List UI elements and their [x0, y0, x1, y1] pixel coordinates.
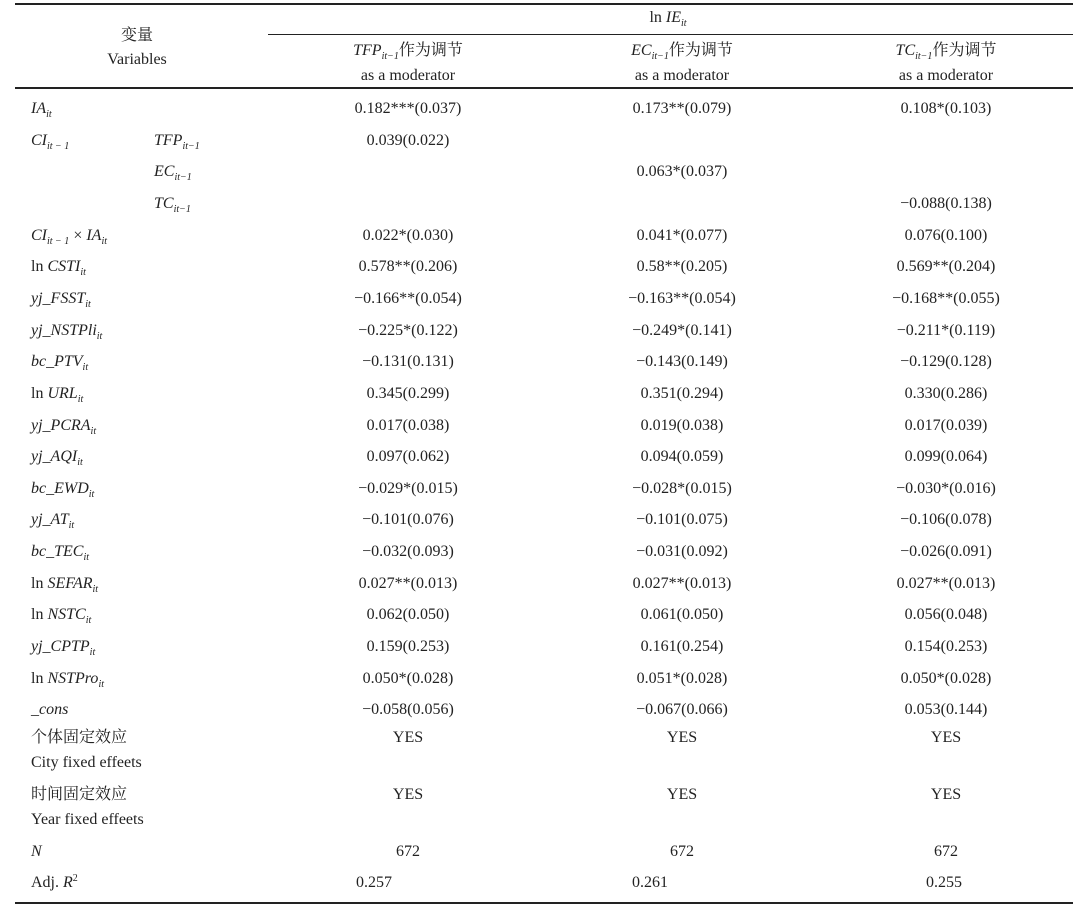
row-label: $CI_{it - 1}$ — [31, 132, 70, 152]
row-sublabel: $EC_{it-1}$ — [154, 163, 192, 183]
coef-cell: −0.168**(0.055) — [892, 290, 1000, 307]
coef-cell: −0.088(0.138) — [900, 195, 992, 212]
city-fe-col2: YES — [666, 729, 698, 746]
coef-cell: −0.067(0.066) — [636, 701, 728, 718]
coef-cell: 0.022*(0.030) — [362, 227, 454, 244]
coef-cell: −0.029*(0.015) — [358, 480, 458, 497]
coef-cell: −0.211*(0.119) — [896, 322, 996, 339]
n-col3: 672 — [934, 843, 958, 860]
table-top-rule — [15, 3, 1073, 5]
row-label: $yj\_AQI_{it}$ — [31, 448, 83, 468]
column-header-1: $TFP_{it-1}$作为调节 — [353, 42, 463, 62]
header-bottom-rule — [15, 87, 1073, 89]
coef-cell: 0.182***(0.037) — [354, 100, 462, 117]
dependent-variable-header: $\ln IE_{it}$ — [649, 9, 687, 29]
coef-cell: −0.143(0.149) — [636, 353, 728, 370]
year-fe-label-en: Year fixed effeets — [31, 811, 144, 828]
coef-cell: −0.249*(0.141) — [632, 322, 732, 339]
city-fe-col1: YES — [392, 729, 424, 746]
row-label: yj_NSTPli$_{it}$ — [31, 322, 103, 342]
row-sublabel: $TFP_{it-1}$ — [154, 132, 200, 152]
n-label: N — [31, 843, 42, 860]
year-fe-col3: YES — [930, 786, 962, 803]
column-header-1-en: as a moderator — [360, 67, 456, 84]
row-label: $\ln CSTI_{it}$ — [31, 258, 86, 278]
row-label: $\ln SEFAR_{it}$ — [31, 575, 99, 595]
coef-cell: 0.345(0.299) — [366, 385, 450, 402]
coef-cell: 0.351(0.294) — [640, 385, 724, 402]
n-col2: 672 — [670, 843, 694, 860]
n-col1: 672 — [396, 843, 420, 860]
coef-cell: −0.106(0.078) — [900, 511, 992, 528]
year-fe-label-cn: 时间固定效应 — [31, 786, 128, 803]
coef-cell: −0.129(0.128) — [900, 353, 992, 370]
coef-cell: −0.031(0.092) — [636, 543, 728, 560]
row-label: $yj\_AT_{it}$ — [31, 511, 75, 531]
column-header-2: $EC_{it-1}$作为调节 — [631, 42, 733, 62]
coef-cell: 0.161(0.254) — [640, 638, 724, 655]
coef-cell: 0.041*(0.077) — [636, 227, 728, 244]
column-header-3-en: as a moderator — [898, 67, 994, 84]
coef-cell: 0.062(0.050) — [366, 606, 450, 623]
row-label: $IA_{it}$ — [31, 100, 52, 120]
coef-cell: 0.017(0.039) — [904, 417, 988, 434]
year-fe-col2: YES — [666, 786, 698, 803]
row-label: $yj\_FSST_{it}$ — [31, 290, 91, 310]
coef-cell: 0.569**(0.204) — [896, 258, 996, 275]
coef-cell: −0.166**(0.054) — [354, 290, 462, 307]
variables-header-cn: 变量 — [120, 27, 154, 44]
coef-cell: 0.159(0.253) — [366, 638, 450, 655]
row-sublabel: $TC_{it-1}$ — [154, 195, 191, 215]
adj-r2-col2: 0.261 — [632, 874, 668, 891]
coef-cell: 0.099(0.064) — [904, 448, 988, 465]
city-fe-label-en: City fixed effeets — [31, 754, 142, 771]
row-label: $\ln NSTC_{it}$ — [31, 606, 92, 626]
coef-cell: 0.056(0.048) — [904, 606, 988, 623]
row-label: _cons — [31, 701, 69, 718]
coef-cell: −0.058(0.056) — [362, 701, 454, 718]
column-header-3: $TC_{it-1}$作为调节 — [895, 42, 997, 62]
adj-r2-col3: 0.255 — [926, 874, 962, 891]
coef-cell: −0.163**(0.054) — [628, 290, 736, 307]
row-label: $yj\_CPTP_{it}$ — [31, 638, 96, 658]
coef-cell: −0.026(0.091) — [900, 543, 992, 560]
adj-r2-col1: 0.257 — [356, 874, 392, 891]
coef-cell: 0.050*(0.028) — [362, 670, 454, 687]
row-label: $CI_{it - 1} \times IA_{it}$ — [31, 227, 108, 247]
coef-cell: 0.039(0.022) — [366, 132, 450, 149]
row-label: $bc\_EWD_{it}$ — [31, 480, 95, 500]
coef-cell: 0.019(0.038) — [640, 417, 724, 434]
row-label: $\ln URL_{it}$ — [31, 385, 84, 405]
coef-cell: 0.050*(0.028) — [900, 670, 992, 687]
coef-cell: 0.108*(0.103) — [900, 100, 992, 117]
row-label: $bc\_PTV_{it}$ — [31, 353, 89, 373]
city-fe-col3: YES — [930, 729, 962, 746]
coef-cell: 0.076(0.100) — [904, 227, 988, 244]
coef-cell: 0.027**(0.013) — [358, 575, 458, 592]
coef-cell: 0.063*(0.037) — [636, 163, 728, 180]
row-label: $bc\_TEC_{it}$ — [31, 543, 90, 563]
coef-cell: 0.173**(0.079) — [632, 100, 732, 117]
coef-cell: 0.58**(0.205) — [636, 258, 728, 275]
header-sub-rule — [268, 34, 1073, 35]
coef-cell: 0.027**(0.013) — [896, 575, 996, 592]
coef-cell: −0.032(0.093) — [362, 543, 454, 560]
coef-cell: −0.030*(0.016) — [896, 480, 996, 497]
coef-cell: 0.154(0.253) — [904, 638, 988, 655]
coef-cell: 0.330(0.286) — [904, 385, 988, 402]
city-fe-label-cn: 个体固定效应 — [31, 729, 128, 746]
row-label: ln NSTPro$_{it}$ — [31, 670, 104, 690]
coef-cell: −0.131(0.131) — [362, 353, 454, 370]
coef-cell: −0.101(0.076) — [362, 511, 454, 528]
coef-cell: 0.027**(0.013) — [632, 575, 732, 592]
table-bottom-rule — [15, 902, 1073, 904]
variables-header-en: Variables — [107, 51, 167, 68]
adj-r2-label: Adj. $R^2$ — [31, 873, 78, 891]
column-header-2-en: as a moderator — [634, 67, 730, 84]
coef-cell: 0.051*(0.028) — [636, 670, 728, 687]
coef-cell: 0.061(0.050) — [640, 606, 724, 623]
coef-cell: 0.097(0.062) — [366, 448, 450, 465]
coef-cell: −0.028*(0.015) — [632, 480, 732, 497]
coef-cell: 0.053(0.144) — [904, 701, 988, 718]
coef-cell: −0.225*(0.122) — [358, 322, 458, 339]
coef-cell: 0.017(0.038) — [366, 417, 450, 434]
coef-cell: 0.578**(0.206) — [358, 258, 458, 275]
coef-cell: −0.101(0.075) — [636, 511, 728, 528]
year-fe-col1: YES — [392, 786, 424, 803]
coef-cell: 0.094(0.059) — [640, 448, 724, 465]
row-label: $yj\_PCRA_{it}$ — [31, 417, 97, 437]
